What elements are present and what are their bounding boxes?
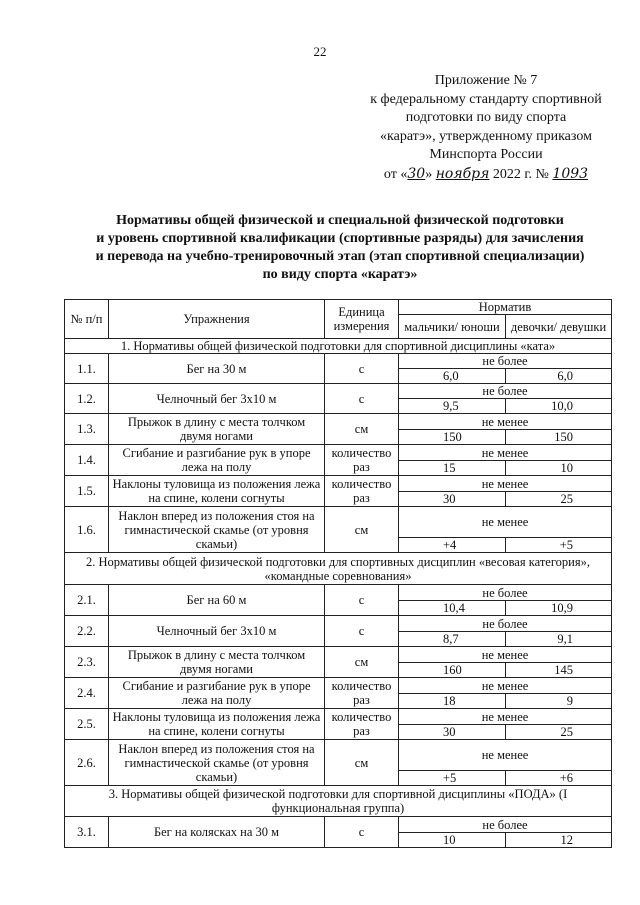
row-boys-value: 8,7 (399, 632, 506, 647)
document-title (60, 212, 620, 284)
row-exercise: Наклоны туловища из положения лежа на спине, колени согнуты (109, 709, 325, 740)
header-unit: Единица измерения (325, 300, 399, 339)
row-boys-value: 18 (399, 694, 506, 709)
page-number: 22 (313, 44, 327, 59)
date-mid: » (425, 166, 436, 182)
row-unit: с (325, 354, 399, 384)
row-qualifier: не менее (399, 476, 612, 492)
table-row (65, 354, 612, 369)
section-row (65, 786, 612, 817)
norms-table (64, 299, 612, 848)
row-exercise: Наклон вперед из положения стоя на гимнастической скамье (от уровня скамьи) (109, 507, 325, 553)
row-exercise: Прыжок в длину с места толчком двумя ногами (109, 647, 325, 678)
handwritten-order-number: 1093 (552, 165, 589, 182)
table-row (65, 476, 612, 492)
row-exercise: Бег на колясках на 30 м (109, 817, 325, 848)
row-unit: с (325, 616, 399, 647)
row-num: 1.4. (65, 445, 109, 476)
row-girls-value: +5 (506, 538, 612, 553)
row-boys-value: 15 (399, 461, 506, 476)
row-qualifier: не более (399, 817, 612, 833)
row-num: 2.5. (65, 709, 109, 740)
section-title: 3. Нормативы общей физической подготовки для спортивной дисциплины «ПОДА» (I функциональная группа) (65, 786, 612, 817)
header-norm: Норматив (399, 300, 612, 315)
row-girls-value: 12 (506, 833, 612, 848)
table-row (65, 414, 612, 430)
row-qualifier: не менее (399, 740, 612, 771)
table-row (65, 817, 612, 833)
row-girls-value: 9,1 (506, 632, 612, 647)
row-qualifier: не менее (399, 414, 612, 430)
section-row (65, 553, 612, 585)
table-row (65, 507, 612, 538)
title-line: Нормативы общей физической и специальной физической подготовки (116, 213, 564, 228)
annex-line: подготовки по виду спорта (405, 110, 567, 125)
handwritten-day: 30 (407, 165, 426, 182)
row-boys-value: 6,0 (399, 369, 506, 384)
table-row (65, 585, 612, 601)
row-qualifier: не менее (399, 507, 612, 538)
row-qualifier: не более (399, 585, 612, 601)
row-girls-value: 10,0 (506, 399, 612, 414)
row-num: 2.1. (65, 585, 109, 616)
row-unit: с (325, 817, 399, 848)
row-girls-value: 150 (506, 430, 612, 445)
table-row (65, 616, 612, 632)
row-boys-value: +5 (399, 771, 506, 786)
row-girls-value: 25 (506, 725, 612, 740)
row-num: 3.1. (65, 817, 109, 848)
row-boys-value: 30 (399, 725, 506, 740)
row-exercise: Бег на 30 м (109, 354, 325, 384)
header-boys: мальчики/ юноши (399, 315, 506, 339)
row-qualifier: не менее (399, 709, 612, 725)
row-unit: см (325, 414, 399, 445)
row-unit: количество раз (325, 476, 399, 507)
handwritten-month: ноября (435, 165, 490, 182)
row-unit: количество раз (325, 678, 399, 709)
section-row (65, 339, 612, 354)
row-boys-value: 150 (399, 430, 506, 445)
row-girls-value: 10,9 (506, 601, 612, 616)
row-exercise: Сгибание и разгибание рук в упоре лежа на полу (109, 678, 325, 709)
row-girls-value: +6 (506, 771, 612, 786)
row-qualifier: не менее (399, 678, 612, 694)
row-unit: количество раз (325, 445, 399, 476)
date-prefix: от « (383, 166, 408, 182)
table-row (65, 647, 612, 663)
annex-line: «каратэ», утвержденному приказом (380, 128, 592, 144)
table-row (65, 384, 612, 399)
row-unit: с (325, 585, 399, 616)
annex-line: Приложение № 7 (434, 73, 538, 88)
header-exercise: Упражнения (109, 300, 325, 339)
section-title: 2. Нормативы общей физической подготовки для спортивных дисциплин «весовая категория», «командные соревнования» (65, 553, 612, 585)
row-qualifier: не менее (399, 647, 612, 663)
row-boys-value: 9,5 (399, 399, 506, 414)
row-unit: с (325, 384, 399, 414)
table-row (65, 740, 612, 771)
annex-date-line (352, 165, 620, 185)
row-qualifier: не более (399, 384, 612, 399)
row-exercise: Прыжок в длину с места толчком двумя ногами (109, 414, 325, 445)
row-num: 2.2. (65, 616, 109, 647)
row-num: 2.6. (65, 740, 109, 786)
row-qualifier: не менее (399, 445, 612, 461)
header-girls: девочки/ девушки (506, 315, 612, 339)
table-row (65, 709, 612, 725)
row-boys-value: +4 (399, 538, 506, 553)
row-qualifier: не более (399, 354, 612, 369)
row-girls-value: 9 (506, 694, 612, 709)
row-boys-value: 30 (399, 492, 506, 507)
row-num: 1.2. (65, 384, 109, 414)
title-line: и уровень спортивной квалификации (спортивные разряды) для зачисления (96, 231, 584, 246)
title-line: по виду спорта «каратэ» (262, 267, 418, 282)
row-num: 1.6. (65, 507, 109, 553)
table-row (65, 678, 612, 694)
row-unit: количество раз (325, 709, 399, 740)
row-boys-value: 10,4 (399, 601, 506, 616)
row-unit: см (325, 647, 399, 678)
annex-line: к федеральному стандарту спортивной (370, 91, 602, 107)
annex-header (352, 72, 620, 184)
row-num: 1.1. (65, 354, 109, 384)
row-boys-value: 10 (399, 833, 506, 848)
row-unit: см (325, 507, 399, 553)
table-row (65, 445, 612, 461)
row-exercise: Сгибание и разгибание рук в упоре лежа на полу (109, 445, 325, 476)
row-exercise: Наклоны туловища из положения лежа на спине, колени согнуты (109, 476, 325, 507)
row-boys-value: 160 (399, 663, 506, 678)
section-title: 1. Нормативы общей физической подготовки для спортивной дисциплины «ката» (65, 339, 612, 354)
row-num: 2.4. (65, 678, 109, 709)
row-girls-value: 10 (506, 461, 612, 476)
row-exercise: Бег на 60 м (109, 585, 325, 616)
row-num: 2.3. (65, 647, 109, 678)
title-line: и перевода на учебно-тренировочный этап (этап спортивной специализации) (95, 249, 585, 264)
row-exercise: Наклон вперед из положения стоя на гимнастической скамье (от уровня скамьи) (109, 740, 325, 786)
row-girls-value: 25 (506, 492, 612, 507)
row-girls-value: 6,0 (506, 369, 612, 384)
row-unit: см (325, 740, 399, 786)
row-num: 1.3. (65, 414, 109, 445)
row-qualifier: не более (399, 616, 612, 632)
date-year: 2022 г. № (489, 166, 553, 182)
header-num: № п/п (65, 300, 109, 339)
row-exercise: Челночный бег 3х10 м (109, 384, 325, 414)
row-exercise: Челночный бег 3х10 м (109, 616, 325, 647)
annex-line: Минспорта России (429, 147, 543, 162)
row-girls-value: 145 (506, 663, 612, 678)
row-num: 1.5. (65, 476, 109, 507)
